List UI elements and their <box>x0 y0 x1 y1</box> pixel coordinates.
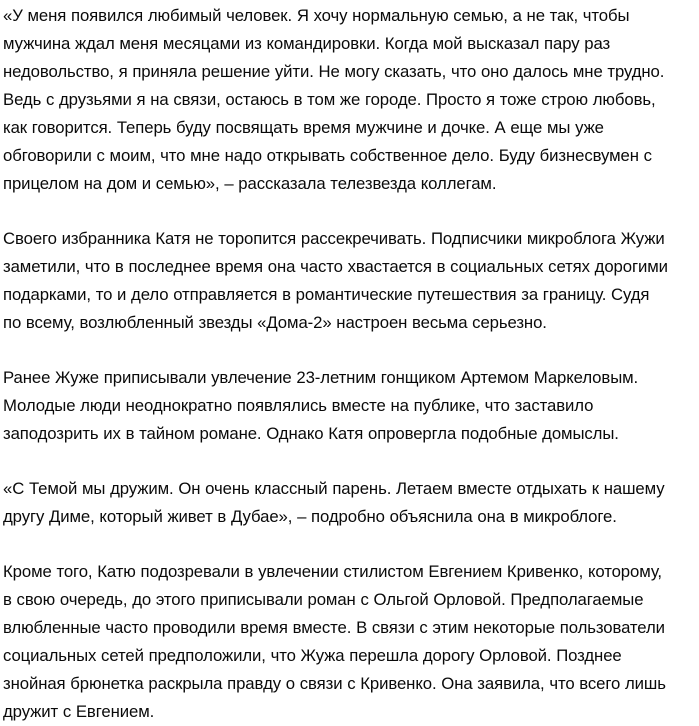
article-paragraph: Своего избранника Катя не торопится рассекречивать. Подписчики микроблога Жужи заметили, что в последнее время она часто хвастается в социальных сетях дорогими подарками, то и дело отправляется в романтические путешествия за границу. Судя по всему, возлюбленный звезды «Дома-2» настроен весьма серьезно. <box>3 229 668 332</box>
article-paragraph: Кроме того, Катю подозревали в увлечении стилистом Евгением Кривенко, которому, в свою очередь, до этого приписывали роман с Ольгой Орловой. Предполагаемые влюбленные часто проводили время вместе. В связи с этим некоторые пользователи социальных сетей предположили, что Жужа перешла дорогу Орловой. Позднее знойная брюнетка раскрыла правду о связи с Кривенко. Она заявила, что всего лишь дружит с Евгением. <box>3 562 666 721</box>
article-paragraph: «С Темой мы дружим. Он очень классный парень. Летаем вместе отдыхать к нашему другу Диме, который живет в Дубае», – подробно объяснила она в микроблоге. <box>3 479 665 526</box>
article-paragraph: «У меня появился любимый человек. Я хочу нормальную семью, а не так, чтобы мужчина ждал меня месяцами из командировки. Когда мой высказал пару раз недовольство, я приняла решение уйти. Не могу сказать, что оно далось мне трудно. Ведь с друзьями я на связи, остаюсь в том же городе. Просто я тоже строю любовь, как говорится. Теперь буду посвящать время мужчине и дочке. А еще мы уже обговорили с моим, что мне надо открывать собственное дело. Буду бизнесвумен с прицелом на дом и семью», – рассказала телезвезда коллегам. <box>3 6 665 193</box>
article-paragraph: Ранее Жуже приписывали увлечение 23-летним гонщиком Артемом Маркеловым. Молодые люди неоднократно появлялись вместе на публике, что заставило заподозрить их в тайном романе. Однако Катя опровергла подобные домыслы. <box>3 368 639 443</box>
